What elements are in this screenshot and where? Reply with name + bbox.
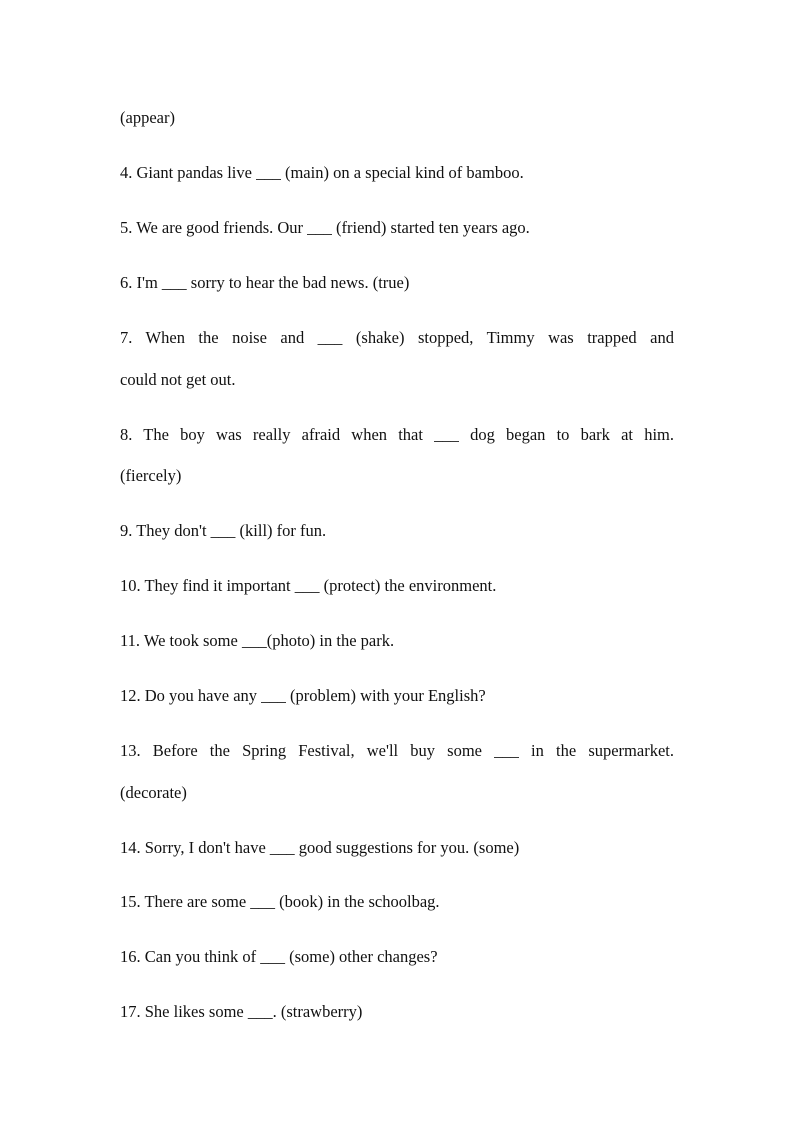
exercise-item-14: 14. Sorry, I don't have ___ good suggestions for you. (some) [120, 838, 520, 857]
exercise-item-9: 9. They don't ___ (kill) for fun. [120, 521, 327, 540]
exercise-item-8: 8. The boy was really afraid when that ___ dog began to bark at him. [120, 425, 674, 444]
exercise-item-6: 6. I'm ___ sorry to hear the bad news. (true) [120, 273, 410, 292]
exercise-item-10: 10. They find it important ___ (protect) the environment. [120, 576, 497, 595]
exercise-item-4: 4. Giant pandas live ___ (main) on a special kind of bamboo. [120, 163, 524, 182]
exercise-item-7-continuation: could not get out. [120, 370, 236, 389]
exercise-item-12: 12. Do you have any ___ (problem) with your English? [120, 686, 486, 705]
exercise-item-13: 13. Before the Spring Festival, we'll buy some ___ in the supermarket. [120, 741, 674, 760]
exercise-item-16: 16. Can you think of ___ (some) other changes? [120, 947, 438, 966]
exercise-item-7: 7. When the noise and ___ (shake) stopped, Timmy was trapped and [120, 328, 674, 347]
continuation-line-appear: (appear) [120, 108, 175, 127]
exercise-item-13-continuation: (decorate) [120, 783, 187, 802]
exercise-item-8-continuation: (fiercely) [120, 466, 182, 485]
exercise-item-17: 17. She likes some ___. (strawberry) [120, 1002, 363, 1021]
exercise-item-5: 5. We are good friends. Our ___ (friend) started ten years ago. [120, 218, 530, 237]
exercise-item-15: 15. There are some ___ (book) in the schoolbag. [120, 892, 440, 911]
exercise-item-11: 11. We took some ___(photo) in the park. [120, 631, 395, 650]
